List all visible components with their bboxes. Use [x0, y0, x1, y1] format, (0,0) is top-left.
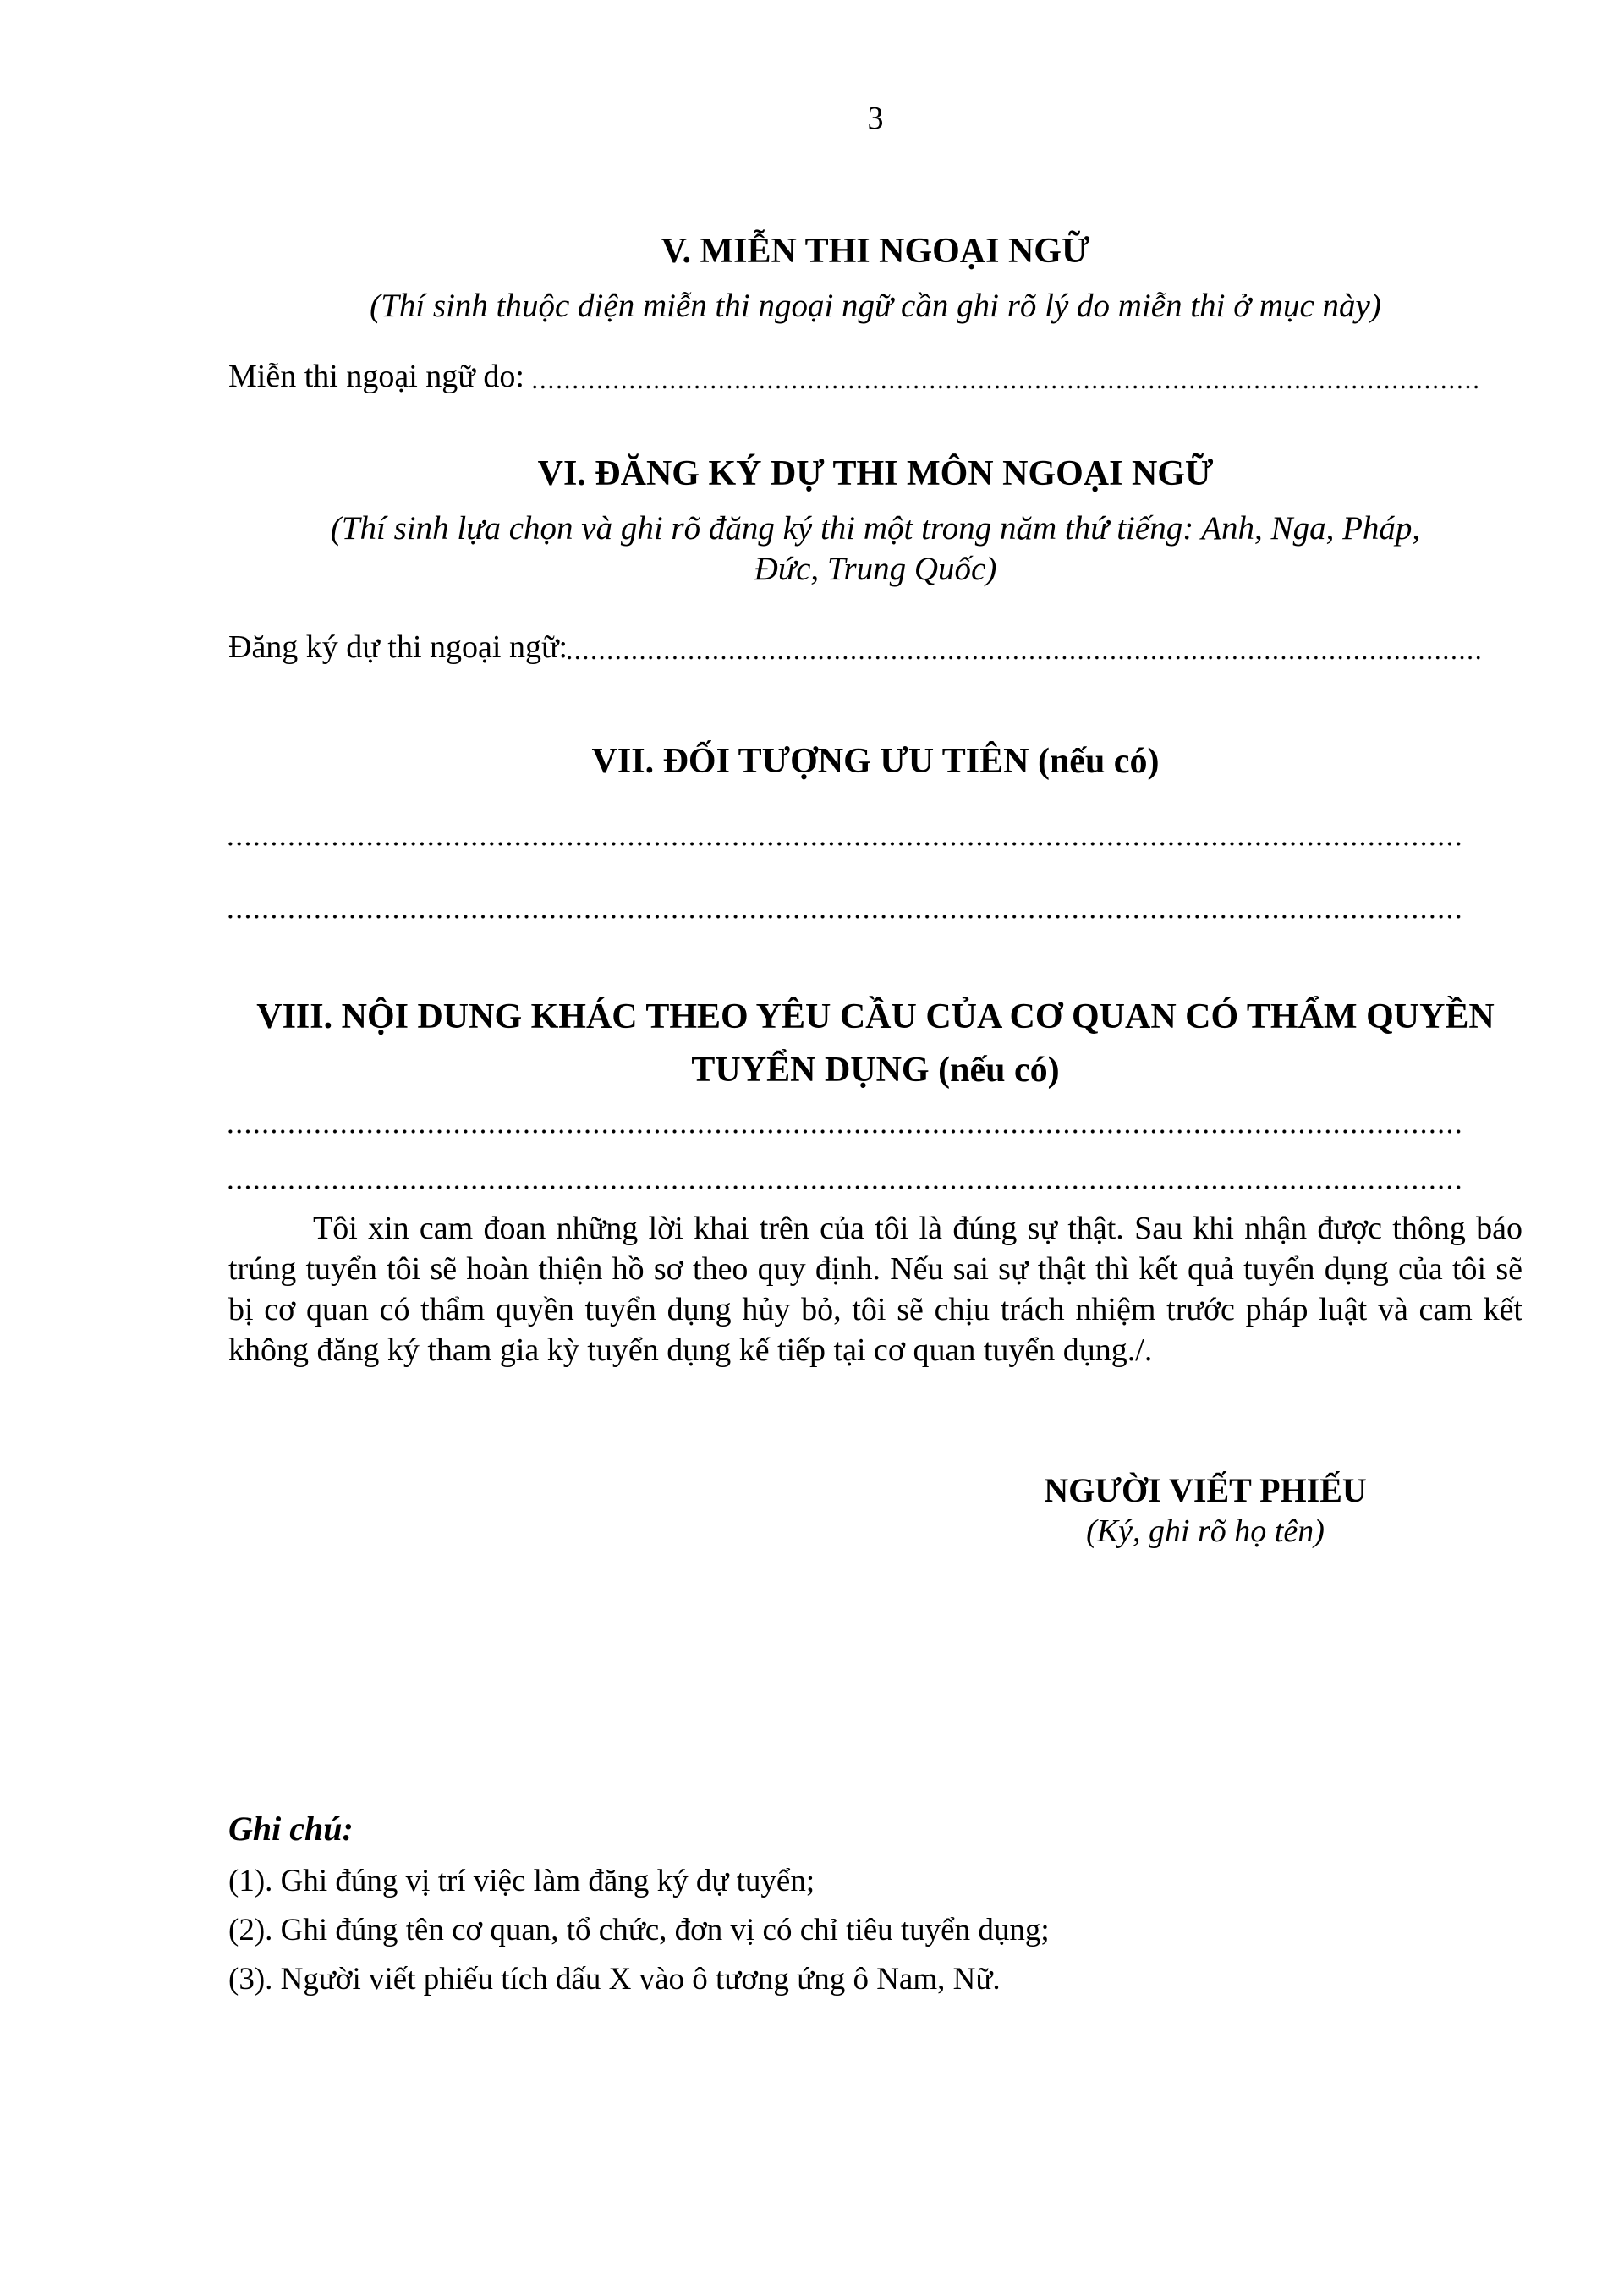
dotted-line: [228, 1128, 1462, 1135]
dotted-leader: [568, 654, 1480, 662]
section-viii-heading: VIII. NỘI DUNG KHÁC THEO YÊU CẦU CỦA CƠ QUAN CÓ THẨM QUYỀN TUYỂN DỤNG (nếu có): [256, 997, 1495, 1090]
section-vi-field-label: Đăng ký dự thi ngoại ngữ:: [228, 629, 568, 665]
section-vii-heading: VII. ĐỐI TƯỢNG ƯU TIÊN (nếu có): [591, 742, 1160, 781]
section-vi-field-line: [228, 627, 1522, 667]
footnote-item: (1). Ghi đúng vị trí việc làm đăng ký dự tuyển;: [228, 1864, 815, 1898]
section-v-note: (Thí sinh thuộc diện miễn thi ngoại ngữ cần ghi rõ lý do miễn thi ở mục này): [370, 288, 1381, 324]
footnotes-title: Ghi chú:: [228, 1810, 354, 1848]
page-number: 3: [867, 101, 884, 136]
signature-note: (Ký, ghi rõ họ tên): [1086, 1513, 1325, 1549]
section-vi-note-text: (Thí sinh lựa chọn và ghi rõ đăng ký thi một trong năm thứ tiếng: Anh, Nga, Pháp, Đức, Trung Quốc): [330, 510, 1421, 587]
footnote-item: (3). Người viết phiếu tích dấu X vào ô tương ứng ô Nam, Nữ.: [228, 1962, 1001, 1997]
signature-block: [884, 1470, 1527, 1552]
signature-title: NGƯỜI VIẾT PHIẾU: [1044, 1471, 1367, 1509]
section-v-heading: V. MIỄN THI NGOẠI NGỮ: [661, 232, 1090, 271]
dotted-leader: [533, 383, 1480, 391]
spacer: [524, 356, 533, 397]
section-vi-note: [228, 508, 1522, 590]
section-vi-heading: VI. ĐĂNG KÝ DỰ THI MÔN NGOẠI NGỮ: [537, 454, 1214, 493]
dotted-line: [228, 840, 1462, 848]
section-v-field-label: Miễn thi ngoại ngữ do:: [228, 359, 524, 394]
section-v-field-line: [228, 356, 1522, 397]
dotted-line: [228, 1184, 1462, 1191]
footnote-item: (2). Ghi đúng tên cơ quan, tổ chức, đơn vị có chỉ tiêu tuyển dụng;: [228, 1913, 1050, 1947]
dotted-line: [228, 913, 1462, 920]
declaration-paragraph: Tôi xin cam đoan những lời khai trên của tôi là đúng sự thật. Sau khi nhận được thông báo trúng tuyển tôi sẽ hoàn thiện hồ sơ theo quy định. Nếu sai sự thật thì kết quả tuyển dụng của tôi sẽ bị cơ quan có thẩm quyền tuyển dụng hủy bỏ, tôi sẽ chịu trách nhiệm trước pháp luật và cam kết không đăng ký tham gia kỳ tuyển dụng kế tiếp tại cơ quan tuyển dụng./.: [228, 1211, 1522, 1368]
